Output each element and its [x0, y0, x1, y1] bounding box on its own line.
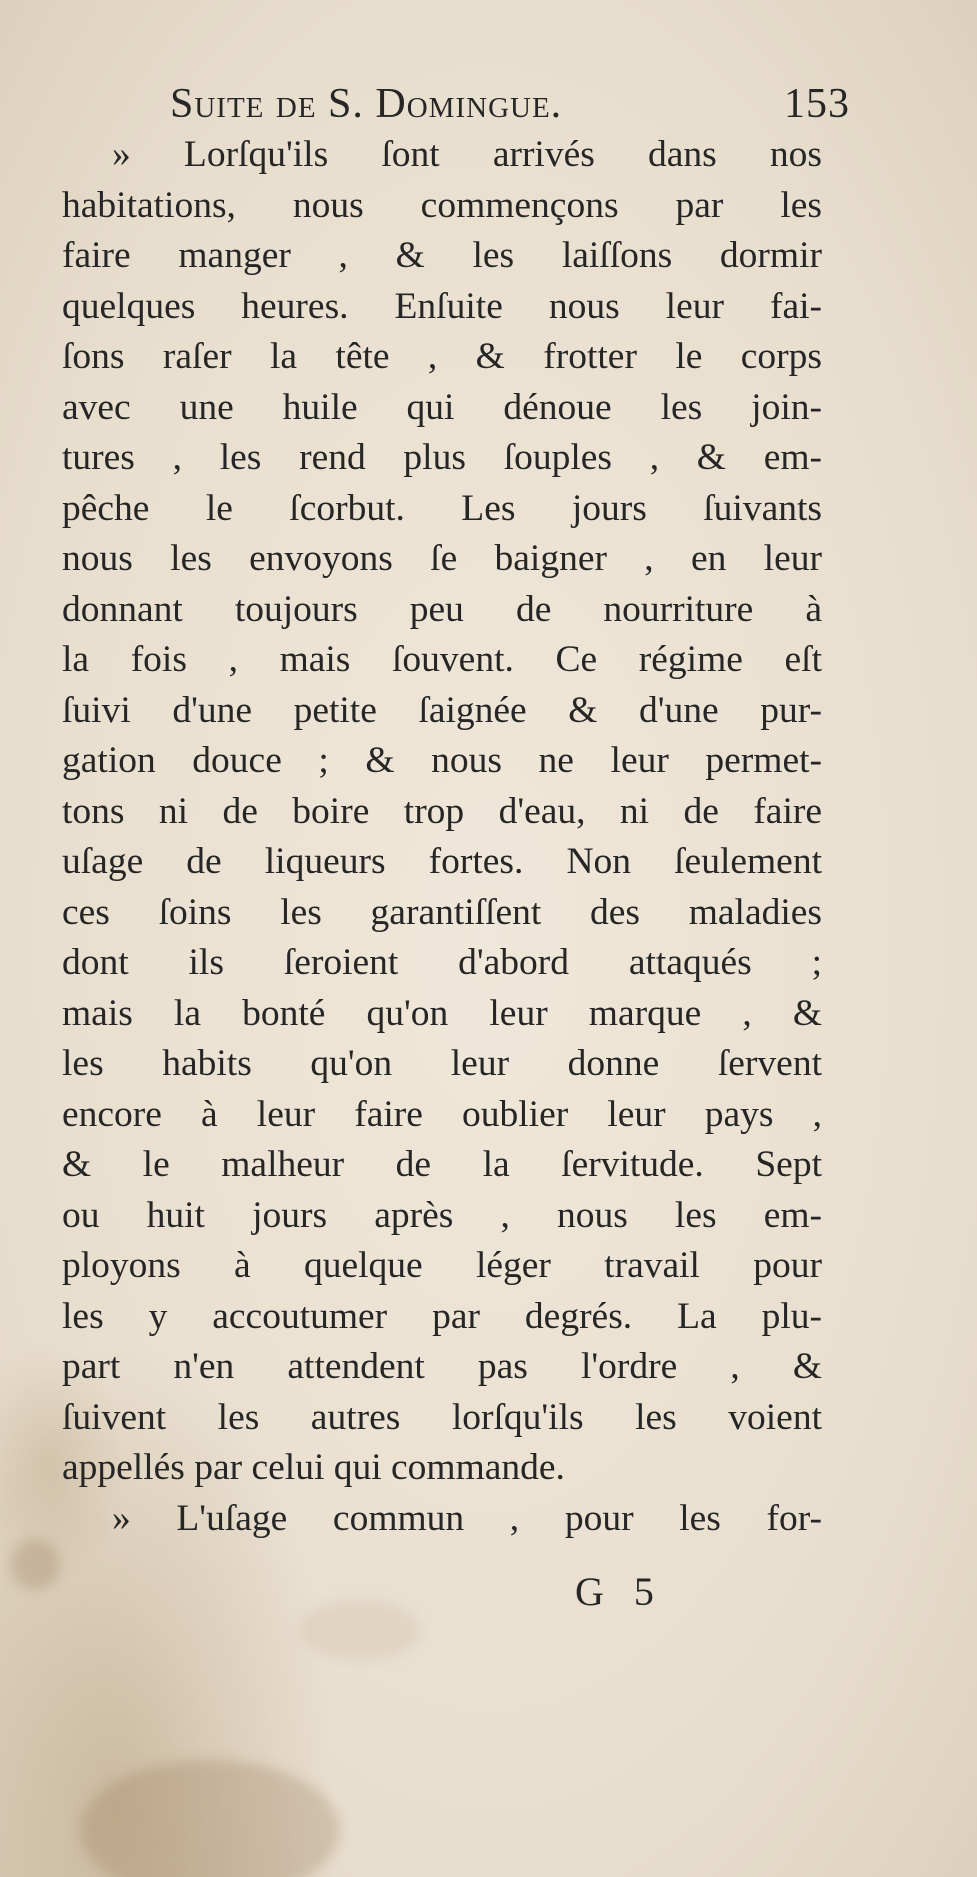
text-line: avec une huile qui dénoue les join-: [62, 386, 822, 428]
text-line: encore à leur faire oublier leur pays ,: [62, 1093, 822, 1135]
text-line: ſuivi d'une petite ſaignée & d'une pur-: [62, 689, 822, 731]
text-line: ou huit jours après , nous les em-: [62, 1194, 822, 1236]
text-line: donnant toujours peu de nourriture à: [62, 588, 822, 630]
text-line: tons ni de boire trop d'eau, ni de faire: [62, 790, 822, 832]
page-number: 153: [784, 81, 850, 127]
text-line: gation douce ; & nous ne leur permet-: [62, 740, 822, 781]
text-line: faire manger , & les laiſſons dormir: [62, 235, 822, 276]
text-line: appellés par celui qui commande.: [62, 1447, 565, 1488]
text-line: la fois , mais ſouvent. Ce régime eſt: [62, 639, 822, 680]
text-line: pêche le ſcorbut. Les jours ſuivants: [62, 487, 822, 529]
body-text: [62, 130, 822, 1544]
paper-stain: [80, 1760, 340, 1877]
paper-stain: [10, 1540, 60, 1590]
text-line: » L'uſage commun , pour les for-: [112, 1497, 822, 1539]
text-line: quelques heures. Enſuite nous leur fai-: [62, 285, 822, 327]
text-line: uſage de liqueurs fortes. Non ſeulement: [62, 841, 822, 882]
text-line: ſuivent les autres lorſqu'ils les voient: [62, 1396, 822, 1438]
text-line: dont ils ſeroient d'abord attaqués ;: [62, 942, 822, 983]
text-line: les habits qu'on leur donne ſervent: [62, 1043, 822, 1084]
text-line: ployons à quelque léger travail pour: [62, 1245, 822, 1286]
text-line: habitations, nous commençons par les: [62, 184, 822, 226]
text-line: mais la bonté qu'on leur marque , &: [62, 992, 822, 1034]
text-line: ſons raſer la tête , & frotter le corps: [62, 336, 822, 377]
text-line: ces ſoins les garantiſſent des maladies: [62, 891, 822, 933]
text-line: part n'en attendent pas l'ordre , &: [62, 1346, 822, 1387]
running-title: Suite de S. Domingue.: [170, 81, 563, 127]
text-line: nous les envoyons ſe baigner , en leur: [62, 538, 822, 579]
paper-stain: [300, 1600, 420, 1660]
text-line: tures , les rend plus ſouples , & em-: [62, 437, 822, 478]
text-line: & le malheur de la ſervitude. Sept: [62, 1144, 822, 1185]
text-line: les y accoutumer par degrés. La plu-: [62, 1295, 822, 1337]
signature-mark: G 5: [575, 1569, 664, 1614]
text-line: » Lorſqu'ils ſont arrivés dans nos: [112, 134, 822, 175]
